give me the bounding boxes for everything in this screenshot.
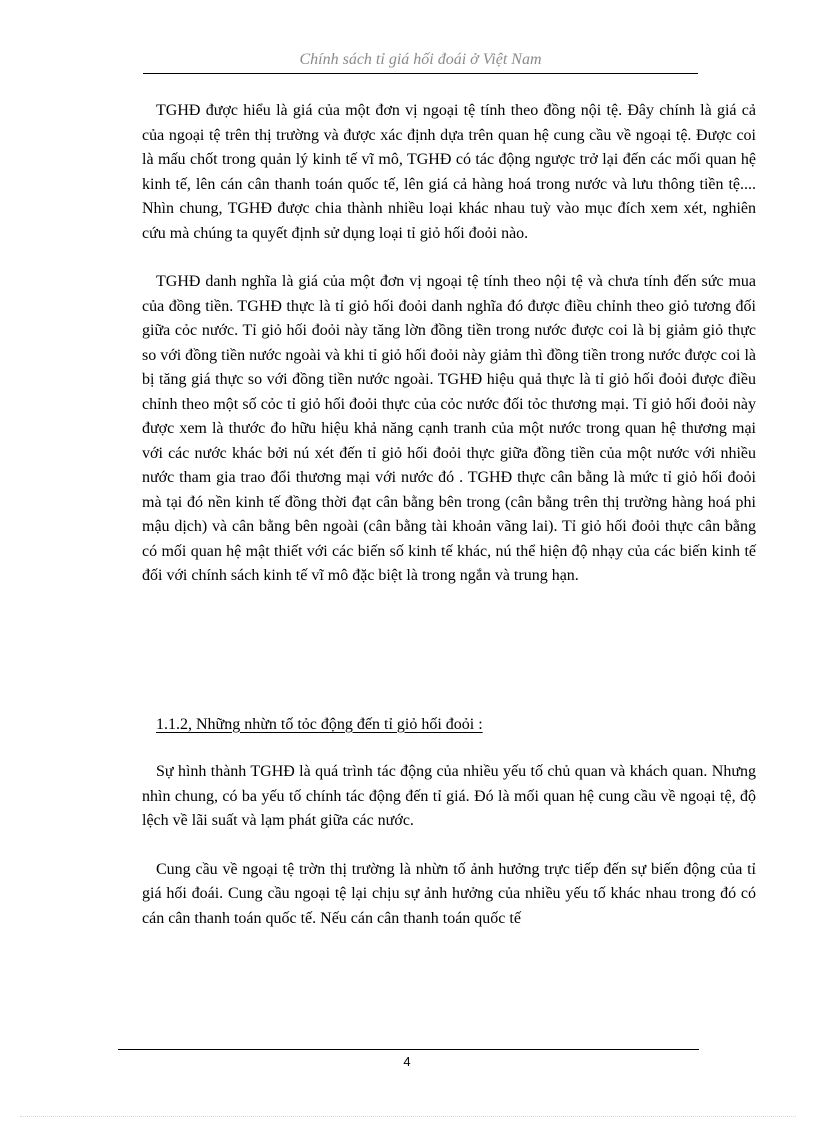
page-body [142, 99, 756, 931]
paragraph-supply-demand: Cung cầu về ngoại tệ trờn thị trường là nhừn tố ảnh hưởng trực tiếp đến sự biến động của tỉ giá hối đoái. Cung cầu ngoại tệ lại chịu sự ảnh hưởng của nhiều yếu tố khác nhau trong đó có cán cân thanh toán quốc tế. Nếu cán cân thanh toán quốc tế [142, 860, 756, 927]
section-heading: 1.1.2, Những nhừn tố tỏc động đến tỉ giỏ hối đoỏi : [156, 715, 483, 733]
footer-rule [118, 1049, 699, 1050]
paragraph-factors-intro: Sự hình thành TGHĐ là quá trình tác động của nhiều yếu tố chủ quan và khách quan. Nhưng nhìn chung, có ba yếu tố chính tác động đến tỉ giá. Đó là mối quan hệ cung cầu về ngoại tệ, độ lệch về lãi suất và lạm phát giữa các nước. [142, 763, 756, 829]
paragraph-exchange-rate-types: TGHĐ danh nghĩa là giá của một đơn vị ngoại tệ tính theo nội tệ và chưa tính đến sức mua của đồng tiền. TGHĐ thực là tỉ giỏ hối đoỏi danh nghĩa đó được điều chỉnh theo giỏ tương đối giữa cỏc nước. Tỉ giỏ hối đoỏi này tăng lờn đồng tiền trong nước được coi là bị giảm giỏ thực so với đồng tiền nước ngoài và khi tỉ giỏ hối đoỏi này giảm thì đồng tiền trong nước được coi là bị tăng giá thực so với đồng tiền nước ngoài. TGHĐ hiệu quả thực là tỉ giỏ hối đoỏi được điều chỉnh theo một số cỏc tỉ giỏ hối đoỏi thực của cỏc nước đối tỏc thương mại. Tỉ giỏ hối đoỏi này được xem là thước đo hữu hiệu khả năng cạnh tranh của một nước trong quan hệ thương mại với các nước khác bởi nú xét đến tỉ giỏ hối đoỏi thực giữa đồng tiền của một nước với nhiều nước tham gia trao đổi thương mại với nước đó . TGHĐ thực cân bằng là mức tỉ giỏ hối đoỏi mà tại đó nền kinh tế đồng thời đạt cân bằng bên trong (cân bằng trên thị trường hàng hoá phi mậu dịch) và cân bằng bên ngoài (cân bằng tài khoản vãng lai). Tỉ giỏ hối đoỏi thực cân bằng có mối quan hệ mật thiết với các biến số kinh tế khác, nú thể hiện độ nhạy của các biến kinh tế đối với chính sách kinh tế vĩ mô đặc biệt là trong ngắn và trung hạn. [142, 273, 756, 584]
header-rule [143, 73, 698, 74]
page-number: 4 [403, 1054, 411, 1069]
page-edge-divider [20, 1116, 796, 1117]
running-header: Chính sách tỉ giá hối đoái ở Việt Nam [299, 51, 542, 68]
paragraph-definition: TGHĐ được hiểu là giá của một đơn vị ngoại tệ tính theo đồng nội tệ. Đây chính là giá cả của ngoại tệ trên thị trường và được xác định dựa trên quan hệ cung cầu về ngoại tệ. Được coi là mấu chốt trong quản lý kinh tế vĩ mô, TGHĐ có tác động ngược trở lại đến các mối quan hệ kinh tế, lên cán cân thanh toán quốc tế, lên giá cả hàng hoá trong nước và lưu thông tiền tệ.... Nhìn chung, TGHĐ được chia thành nhiều loại khác nhau tuỳ vào mục đích xem xét, nghiên cứu mà chúng ta quyết định sử dụng loại tỉ giỏ hối đoỏi nào. [142, 102, 756, 242]
